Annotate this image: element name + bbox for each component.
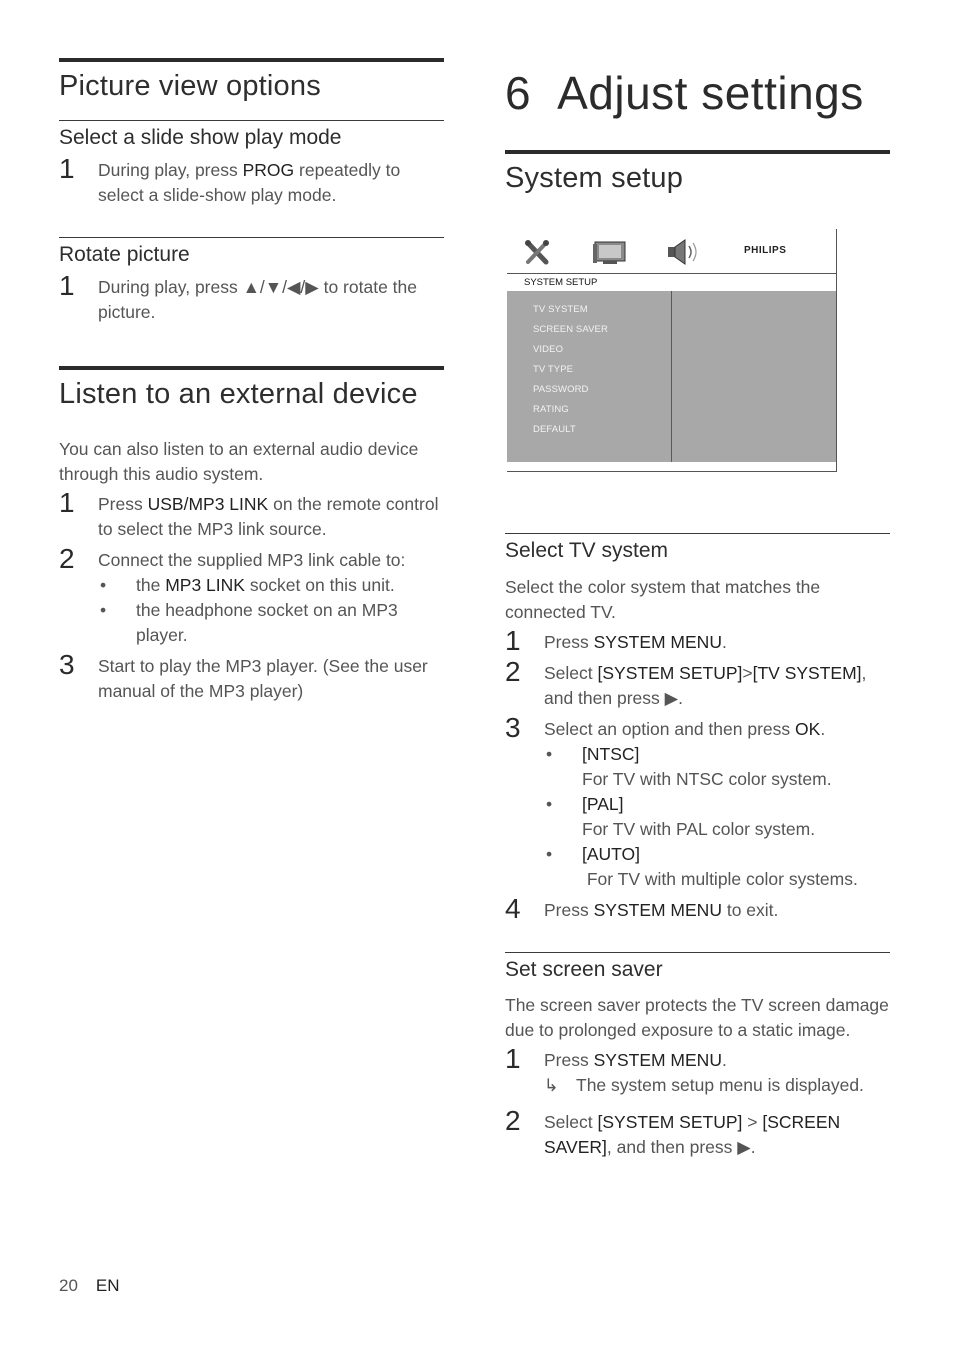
monitor-icon — [593, 242, 625, 264]
icon-bar-graphics — [507, 229, 836, 273]
subsection-divider — [59, 237, 444, 238]
setup-menu-screenshot — [507, 229, 837, 472]
right-column — [505, 58, 890, 195]
keyword: MP3 LINK — [165, 575, 245, 595]
step-item — [505, 656, 890, 711]
step-item — [505, 893, 890, 924]
menu-item-rating[interactable]: RATING — [533, 404, 569, 415]
menu-item-video[interactable]: VIDEO — [533, 344, 564, 355]
section-divider — [59, 366, 444, 370]
step-number: 1 — [59, 270, 75, 301]
separator: > — [742, 663, 753, 683]
step-text: . — [721, 632, 727, 652]
step-number: 2 — [505, 656, 521, 687]
step-item — [59, 487, 444, 542]
subsection-title-screen-saver: Set screen saver — [505, 958, 663, 981]
intro-paragraph: The screen saver protects the TV screen damage due to prolonged exposure to a static image. — [505, 995, 889, 1040]
keyword: [SYSTEM SETUP] — [597, 663, 743, 683]
chapter-title-text: Adjust settings — [557, 67, 864, 119]
step-text: Select — [544, 1112, 598, 1132]
subsection-divider — [59, 120, 444, 121]
page-number: 20 — [59, 1276, 78, 1295]
section-title-system-setup: System setup — [505, 162, 684, 194]
keyword: SYSTEM MENU — [593, 900, 722, 920]
section-title-external-device: Listen to an external device — [59, 378, 418, 410]
bullet-dot: • — [546, 794, 553, 814]
icon-bar — [507, 229, 836, 273]
step-number: 3 — [59, 649, 75, 680]
menu-item-screen-saver[interactable]: SCREEN SAVER — [533, 324, 608, 335]
result-arrow-icon: ↳ — [544, 1075, 559, 1095]
menu-title: SYSTEM SETUP — [524, 277, 598, 288]
section-divider — [505, 150, 890, 154]
step-item — [505, 1105, 890, 1160]
step-item — [505, 625, 890, 656]
menu-item-tv-system[interactable]: TV SYSTEM — [533, 304, 588, 315]
step-item — [59, 649, 444, 704]
speaker-icon — [668, 240, 696, 264]
keyword: [SCREEN SAVER] — [544, 1112, 841, 1157]
bullet-item — [98, 573, 444, 598]
bullet-text: the — [136, 575, 166, 595]
tools-icon — [525, 240, 549, 265]
step-item — [59, 543, 444, 648]
language-code: EN — [95, 1276, 120, 1295]
subsection-divider — [505, 533, 890, 534]
step-item — [59, 270, 444, 325]
step-number: 1 — [59, 487, 75, 518]
step-text: Select — [544, 663, 598, 683]
section-title-picture-view: Picture view options — [59, 70, 321, 102]
step-text: . — [820, 719, 826, 739]
bullet-dot: • — [546, 844, 553, 864]
keyword: SYSTEM MENU — [593, 632, 722, 652]
step-number: 4 — [505, 893, 521, 924]
step-number: 1 — [505, 1043, 521, 1074]
step-number: 3 — [505, 712, 521, 743]
right-lower-content — [505, 533, 890, 1160]
step-text: on the remote control to select the MP3 link source. — [98, 494, 439, 539]
chapter-number: 6 — [505, 67, 532, 119]
step-text: Press — [544, 900, 594, 920]
step-text: repeatedly to select a slide-show play mode. — [98, 160, 401, 205]
step-item — [505, 1043, 890, 1098]
option-desc: For TV with NTSC color system. — [582, 769, 832, 789]
step-text: Press — [98, 494, 148, 514]
option-name: [NTSC] — [582, 744, 640, 764]
option-desc: For TV with multiple color systems. — [582, 869, 858, 889]
keyword: SYSTEM MENU — [593, 1050, 722, 1070]
page-footer — [59, 1276, 120, 1296]
keyword: [SYSTEM SETUP] — [597, 1112, 743, 1132]
step-text: , and then press ▶. — [606, 1137, 756, 1157]
philips-brand: PHILIPS — [744, 245, 787, 256]
step-text: Connect the supplied MP3 link cable to: — [98, 550, 406, 570]
option-desc: For TV with PAL color system. — [582, 819, 816, 839]
chapter-title — [505, 66, 890, 120]
subsection-title-tv-system: Select TV system — [505, 539, 668, 562]
step-item — [59, 153, 444, 208]
step-text: During play, press — [98, 160, 243, 180]
bullet-dot: • — [546, 744, 553, 764]
step-text: Press — [544, 632, 594, 652]
step-number: 2 — [505, 1105, 521, 1136]
bullet-dot: • — [100, 575, 107, 595]
result-line — [544, 1073, 890, 1098]
option-item — [544, 792, 890, 842]
keyword: PROG — [242, 160, 295, 180]
separator: > — [742, 1112, 763, 1132]
step-text: to exit. — [721, 900, 779, 920]
keyword: [TV SYSTEM] — [752, 663, 862, 683]
left-column — [59, 58, 444, 704]
subsection-divider — [505, 952, 890, 953]
bullet-item — [98, 598, 444, 648]
menu-area — [507, 291, 836, 462]
subsection-title-rotate: Rotate picture — [59, 243, 190, 266]
menu-item-default[interactable]: DEFAULT — [533, 424, 576, 435]
menu-item-password[interactable]: PASSWORD — [533, 384, 589, 395]
step-text: Press — [544, 1050, 594, 1070]
menu-title-bar — [507, 273, 836, 292]
menu-list — [507, 291, 672, 462]
bullet-text: the headphone socket on an MP3 player. — [136, 600, 398, 645]
option-name: [PAL] — [582, 794, 624, 814]
keyword: OK — [795, 719, 821, 739]
intro-paragraph: Select the color system that matches the connected TV. — [505, 577, 821, 622]
section-divider — [59, 58, 444, 62]
intro-paragraph: You can also listen to an external audio device through this audio system. — [59, 439, 419, 484]
subsection-title-slide-show: Select a slide show play mode — [59, 126, 342, 149]
step-number: 2 — [59, 543, 75, 574]
step-number: 1 — [59, 153, 75, 184]
option-item — [544, 842, 890, 892]
bullet-text: socket on this unit. — [244, 575, 395, 595]
bullet-dot: • — [100, 600, 107, 620]
menu-item-tv-type[interactable]: TV TYPE — [533, 364, 574, 375]
keyword: USB/MP3 LINK — [147, 494, 269, 514]
step-text: Select an option and then press — [544, 719, 796, 739]
step-number: 1 — [505, 625, 521, 656]
step-item — [505, 712, 890, 892]
option-item — [544, 742, 890, 792]
step-text: During play, press ▲/▼/◀/▶ to rotate the picture. — [98, 277, 417, 322]
option-name: [AUTO] — [582, 844, 641, 864]
result-text: The system setup menu is displayed. — [576, 1075, 864, 1095]
step-text: , and then press ▶. — [544, 663, 867, 708]
step-text: . — [721, 1050, 727, 1070]
step-text: Start to play the MP3 player. (See the user manual of the MP3 player) — [98, 656, 428, 701]
